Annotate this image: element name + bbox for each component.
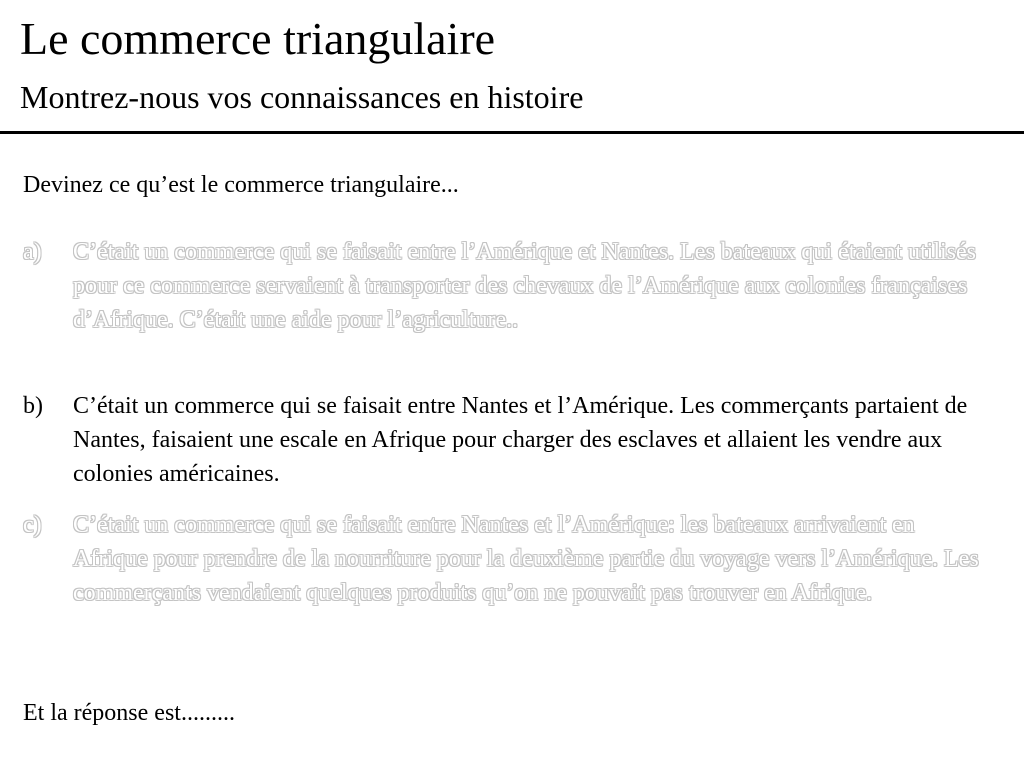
option-text: C’était un commerce qui se faisait entre Nantes et l’Amérique: les bateaux arrivaient en Afrique pour prendre de la nourriture pour la deuxième partie du voyage vers l’Amérique. Les commerçants vendaient quelques produits qu’on ne pouvait pas trouver en Afrique. <box>73 512 979 606</box>
option-marker: a) <box>23 239 42 265</box>
answer-option-b <box>23 389 983 491</box>
slide-title: Le commerce triangulaire <box>20 13 496 64</box>
option-marker: b) <box>23 393 43 419</box>
slide-subtitle: Montrez-nous vos connaissances en histoire <box>20 79 584 115</box>
answer-option-c <box>23 508 983 610</box>
question-prompt: Devinez ce qu’est le commerce triangulaire... <box>23 172 459 198</box>
answer-option-a <box>23 235 983 337</box>
option-text: C’était un commerce qui se faisait entre Nantes et l’Amérique. Les commerçants partaient de Nantes, faisaient une escale en Afrique pour charger des esclaves et allaient les vendre aux colonies américaines. <box>73 393 968 487</box>
option-text: C’était un commerce qui se faisait entre l’Amérique et Nantes. Les bateaux qui étaient utilisés pour ce commerce servaient à transporter des chevaux de l’Amérique aux colonies françaises d’Afrique. C’était une aide pour l’agriculture.. <box>73 239 977 333</box>
option-marker: c) <box>23 512 42 538</box>
title-divider <box>0 131 1024 134</box>
answer-reveal: Et la réponse est......... <box>23 700 235 726</box>
